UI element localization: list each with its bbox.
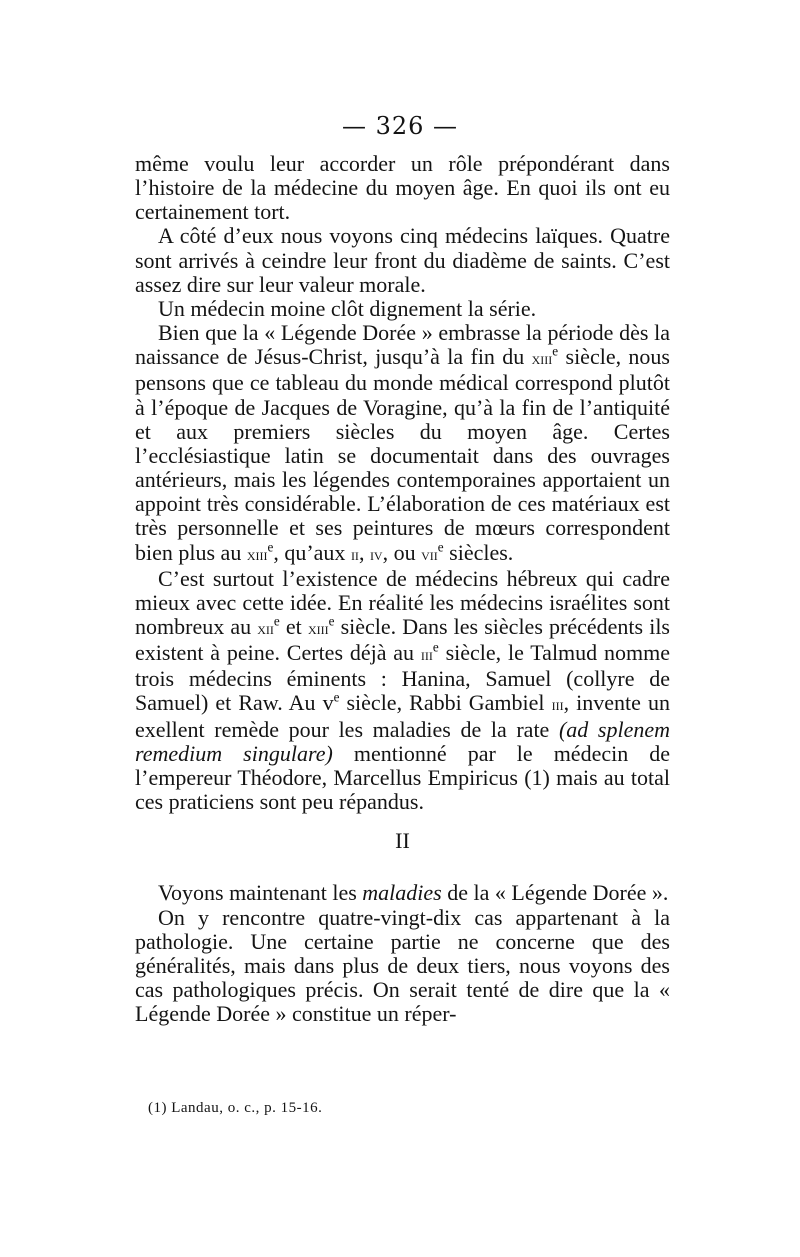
text-run: C’est surtout l’existence de médecins hébreux qui cadre mieux avec cette idée. En réalité les médecins israélites sont nombreux au xyxy=(135,565,670,639)
section-heading: II xyxy=(395,828,410,854)
superscript: e xyxy=(273,613,280,629)
paragraph-5 xyxy=(135,567,670,815)
page-number: — 326 — xyxy=(341,112,459,140)
paragraph-2: A côté d’eux nous voyons cinq médecins laïques. Quatre sont arrivés à ceindre leur front du diadème de saints. C’est assez dire sur leur valeur morale. xyxy=(135,223,670,297)
paragraph-4 xyxy=(135,321,670,567)
roman-numeral: ii xyxy=(350,544,359,564)
paragraph-3: Un médecin moine clôt dignement la série. xyxy=(158,295,537,321)
superscript: e xyxy=(432,639,439,655)
text-run: , xyxy=(358,539,370,565)
roman-numeral: iii xyxy=(420,645,433,665)
text-run: siècle. Dans les siècles précédents ils existent à peine. Certes déjà au xyxy=(135,613,670,666)
paragraph-6 xyxy=(135,881,670,905)
text-run: Bien que la « Légende Dorée » embrasse la période dès la naissance de Jésus-Christ, jusqu’à la fin du xyxy=(135,320,670,370)
roman-numeral: xii xyxy=(257,618,274,638)
roman-numeral: xiii xyxy=(307,618,329,638)
text-run: mentionné par le médecin de l’empereur Théodore, Marcellus Empiricus (1) mais au total ces praticiens sont peu répandus. xyxy=(135,740,670,815)
roman-numeral: iii xyxy=(551,695,564,715)
roman-numeral: xiii xyxy=(246,544,268,564)
text-run: siècle, nous pensons que ce tableau du monde médical correspond plutôt à l’époque de Jacques de Voragine, qu’à la fin de l’antiquité et aux premiers siècles du moyen âge. Certes l’ecclésiastique latin se documentait dans des ouvrages antérieurs, mais les légendes contemporaines apportaient un appoint très considérable. L’élaboration de ces matériaux est très personnelle et ses peintures de mœurs correspondent bien plus au xyxy=(135,344,670,565)
footnote: (1) Landau, o. c., p. 15-16. xyxy=(148,1100,323,1116)
text-run: et xyxy=(279,613,308,639)
latin-phrase: (ad splenem remedium singulare) xyxy=(135,716,670,766)
text-run: siècles. xyxy=(443,539,514,565)
text-run: siècle, le Talmud nomme trois médecins éminents : Hanina, Samuel (collyre de Samuel) et Raw. Au xyxy=(135,640,670,716)
roman-numeral: xiii xyxy=(531,349,553,369)
text-run: , qu’aux xyxy=(273,539,351,565)
superscript: e xyxy=(437,539,444,555)
text-run: , ou xyxy=(382,539,422,565)
roman-numeral: iv xyxy=(369,544,383,564)
paragraph-7: On y rencontre quatre-vingt-dix cas appartenant à la pathologie. Une certaine partie ne concerne que des généralités, mais dans plus de deux tiers, nous voyons des cas pathologiques précis. On serait tenté de dire que la « Légende Dorée » constitue un réper- xyxy=(135,904,670,1027)
text-run: siècle, Rabbi Gambiel xyxy=(339,690,552,716)
text-run: de la « Légende Dorée ». xyxy=(441,880,669,906)
paragraph-1: même voulu leur accorder un rôle prépondérant dans l’histoire de la médecine du moyen âge. En quoi ils ont eu certainement tort. xyxy=(135,151,670,225)
body-text xyxy=(135,152,670,1026)
text-run: Voyons maintenant les xyxy=(158,880,363,906)
roman-numeral: v xyxy=(322,690,334,716)
emphasized-term: maladies xyxy=(362,880,442,906)
superscript: e xyxy=(267,539,274,555)
superscript: e xyxy=(328,613,335,629)
superscript: e xyxy=(552,343,559,359)
superscript: e xyxy=(333,690,340,706)
roman-numeral: vii xyxy=(421,544,438,564)
text-run: , invente un exellent remède pour les maladies de la rate xyxy=(135,690,671,742)
